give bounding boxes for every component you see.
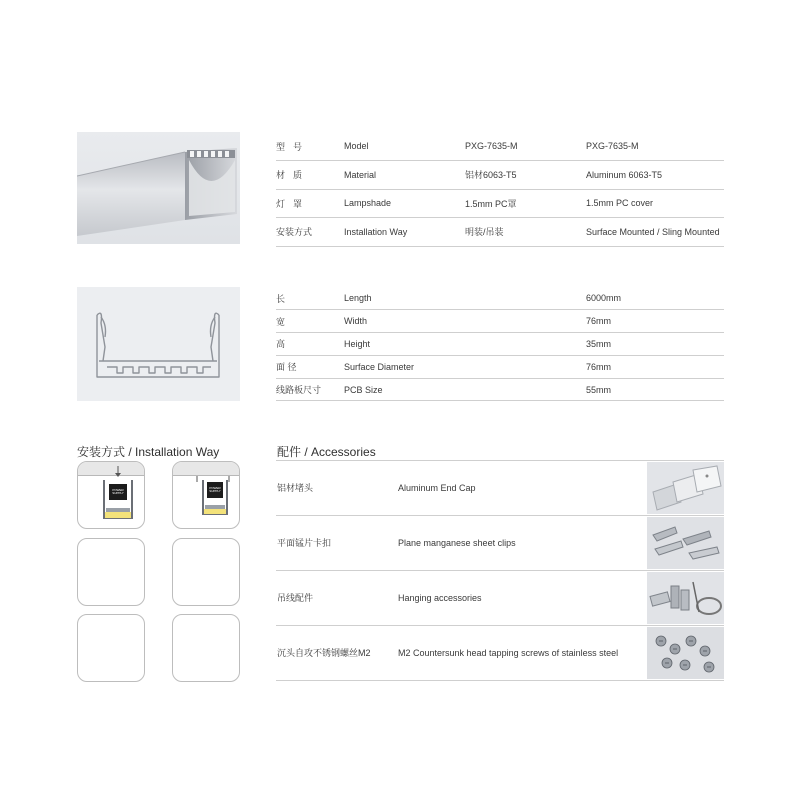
install-diagram-suspended: [172, 461, 240, 529]
install-diagram-empty: [172, 614, 240, 682]
spec-cn-label: 安装方式: [276, 218, 344, 247]
installation-title: 安装方式 / Installation Way: [77, 445, 220, 459]
hanging-kit-photo-icon: [647, 572, 724, 624]
dim-en-label: Height: [344, 333, 465, 356]
dim-cn-label: 高: [276, 333, 344, 356]
dim-cn-label: 宽: [276, 310, 344, 333]
dim-value: 6000mm: [586, 287, 724, 310]
dim-cn-label: 长: [276, 287, 344, 310]
accessory-en-name: Aluminum End Cap: [398, 483, 476, 493]
table-row: [276, 461, 724, 516]
cross-section-drawing: [77, 287, 240, 401]
power-supply-label: POWER SUPPLY: [209, 486, 221, 493]
accessories-title: 配件 / Accessories: [277, 445, 376, 459]
spec-value-en: 1.5mm PC cover: [586, 189, 724, 218]
spec-table-dimensions: [276, 287, 724, 401]
install-diagram-empty: [77, 614, 145, 682]
install-diagram-surface: [77, 461, 145, 529]
spec-value-cn: 铝材6063-T5: [465, 161, 586, 190]
table-row: [276, 571, 724, 626]
spec-value-cn: 1.5mm PC罩: [465, 189, 586, 218]
dim-en-label: Surface Diameter: [344, 355, 465, 378]
accessory-en-name: Plane manganese sheet clips: [398, 538, 516, 548]
spec-cn-label: 材质: [276, 161, 344, 190]
surface-mount-icon: [78, 462, 145, 529]
table-row: [276, 310, 724, 333]
spec-value-cn: PXG-7635-M: [465, 132, 586, 161]
accessory-cn-name: 沉头自攻不锈钢螺丝M2: [277, 648, 371, 658]
dim-value: 55mm: [586, 378, 724, 401]
table-row: [276, 355, 724, 378]
accessory-cn-name: 铝材堵头: [277, 483, 314, 493]
dim-cn-label: 线路板尺寸: [276, 378, 344, 401]
spec-en-label: Material: [344, 161, 465, 190]
sling-mount-icon: [173, 462, 240, 529]
table-row: [276, 189, 724, 218]
table-row: [276, 218, 724, 247]
accessory-cn-name: 平面锰片卡扣: [277, 538, 332, 548]
table-row: [276, 516, 724, 571]
install-diagram-empty: [172, 538, 240, 606]
spec-table-model: [276, 132, 724, 247]
install-diagram-empty: [77, 538, 145, 606]
spec-cn-label: 灯罩: [276, 189, 344, 218]
accessory-cn-name: 吊线配件: [277, 593, 314, 603]
spec-value-en: Surface Mounted / Sling Mounted: [586, 218, 724, 247]
spec-cn-label: 型号: [276, 132, 344, 161]
spec-en-label: Installation Way: [344, 218, 465, 247]
spec-value-cn: 明装/吊装: [465, 218, 586, 247]
accessory-en-name: Hanging accessories: [398, 593, 482, 603]
dim-value: 35mm: [586, 333, 724, 356]
end-cap-photo-icon: [647, 462, 724, 514]
spec-en-label: Lampshade: [344, 189, 465, 218]
dim-cn-label: 面 径: [276, 355, 344, 378]
table-row: [276, 161, 724, 190]
product-photo: [77, 132, 240, 244]
table-row: [276, 626, 724, 681]
dim-en-label: Length: [344, 287, 465, 310]
power-supply-label: POWER SUPPLY: [112, 488, 124, 495]
spec-en-label: Model: [344, 132, 465, 161]
spec-value-en: PXG-7635-M: [586, 132, 724, 161]
table-row: [276, 333, 724, 356]
dim-value: 76mm: [586, 310, 724, 333]
cross-section-icon: [77, 287, 240, 401]
dim-en-label: Width: [344, 310, 465, 333]
table-row: [276, 287, 724, 310]
clips-photo-icon: [647, 517, 724, 569]
accessory-en-name: M2 Countersunk head tapping screws of stainless steel: [398, 648, 619, 658]
table-row: [276, 132, 724, 161]
screws-photo-icon: [647, 627, 724, 679]
dim-value: 76mm: [586, 355, 724, 378]
spec-value-en: Aluminum 6063-T5: [586, 161, 724, 190]
profile-render-icon: [77, 132, 240, 244]
table-row: [276, 378, 724, 401]
dim-en-label: PCB Size: [344, 378, 465, 401]
